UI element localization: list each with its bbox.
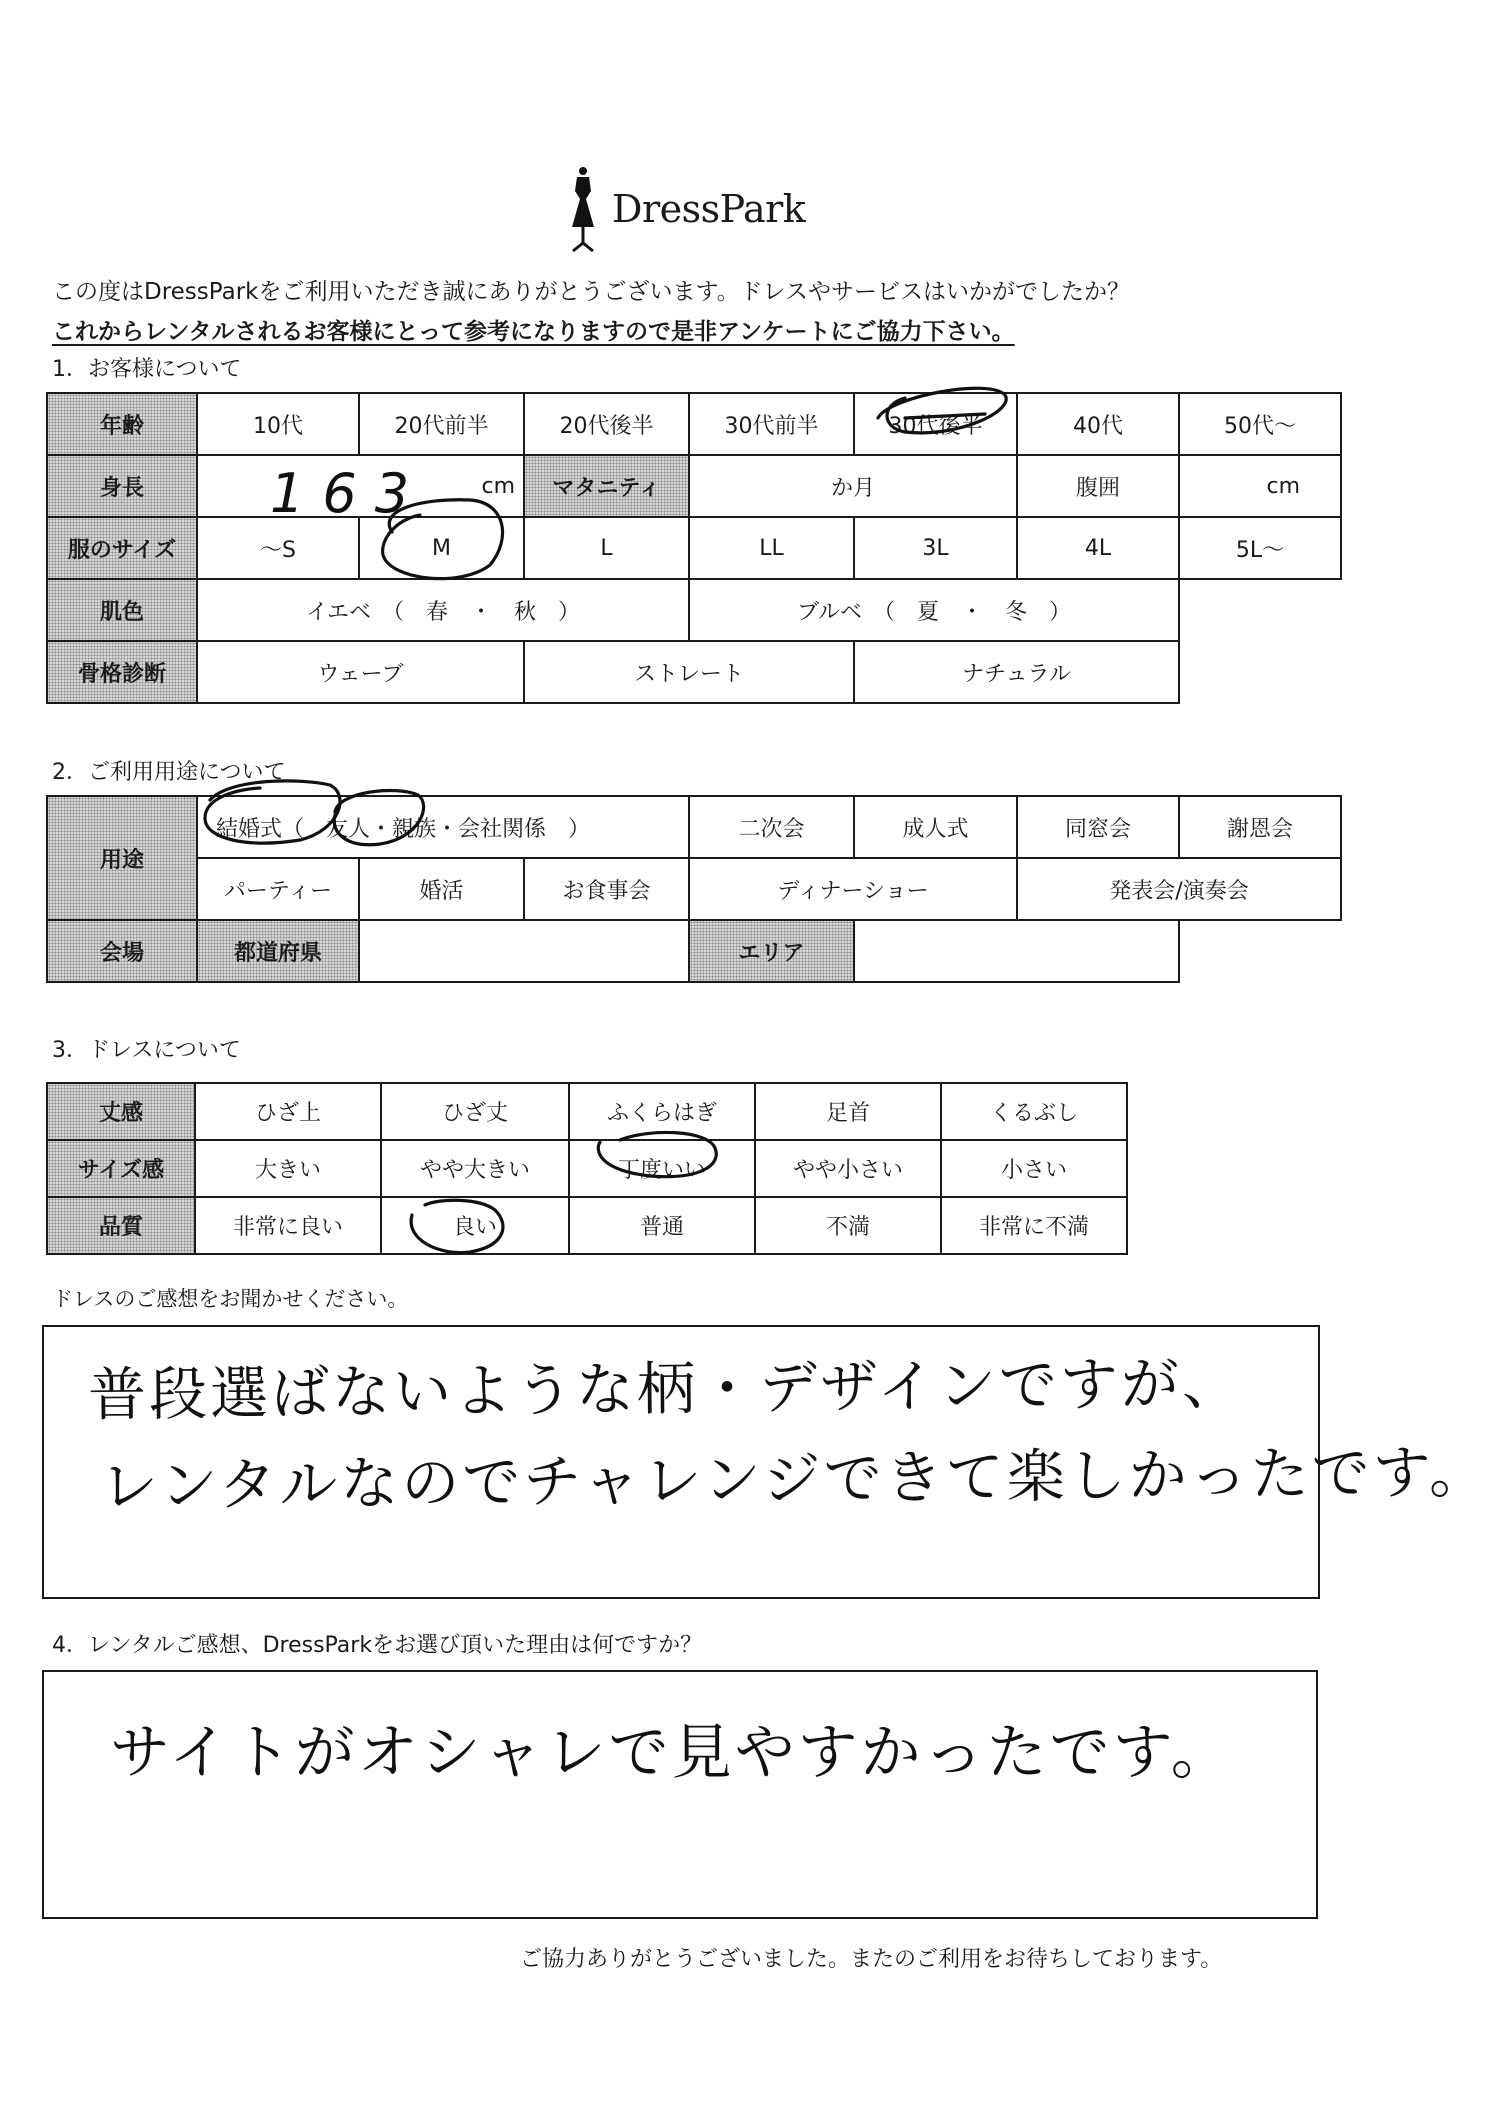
fit-option[interactable]: やや大きい [381,1140,569,1197]
prefecture-label: 都道府県 [197,920,359,982]
age-option[interactable]: 40代 [1017,393,1179,455]
length-label: 丈感 [47,1083,195,1140]
reason-answer-text: サイトがオシャレで見やすかったです。 [110,1718,1234,1788]
skin-yellow-option[interactable]: イエベ （ 春 ・ 秋 ） [197,579,689,641]
length-option[interactable]: 足首 [755,1083,941,1140]
age-row [47,393,1341,455]
quality-label: 品質 [47,1197,195,1254]
skin-label: 肌色 [47,579,197,641]
quality-option[interactable]: 非常に不満 [941,1197,1127,1254]
height-label: 身長 [47,455,197,517]
months-unit: か月 [830,475,875,501]
size-option[interactable]: 4L [1017,517,1179,579]
usage-table [46,795,1342,983]
quality-option[interactable]: 非常に良い [195,1197,381,1254]
fit-option[interactable]: 大きい [195,1140,381,1197]
waist-field[interactable] [1179,455,1341,517]
section3-title: 3．ドレスについて [52,1038,241,1063]
empty-cell [1179,920,1341,982]
dress-comment-prompt: ドレスのご感想をお聞かせください。 [52,1287,409,1311]
frame-option[interactable]: ストレート [524,641,854,703]
usage-option[interactable]: ディナーショー [689,858,1017,920]
fit-option[interactable]: やや小さい [755,1140,941,1197]
fit-option-selected[interactable]: 丁度いい [569,1140,755,1197]
usage-option[interactable]: 同窓会 [1017,796,1179,858]
size-option[interactable]: 3L [854,517,1017,579]
area-label: エリア [689,920,854,982]
empty-cell [1179,641,1341,703]
length-row [47,1083,1127,1140]
usage-row-1 [47,796,1341,858]
dress-comment-line-1: 普段選ばないような柄・デザインですが、 [87,1348,1244,1430]
length-option[interactable]: くるぶし [941,1083,1127,1140]
size-option-selected[interactable]: M [359,517,524,579]
length-option[interactable]: ひざ丈 [381,1083,569,1140]
length-option[interactable]: ひざ上 [195,1083,381,1140]
age-option[interactable]: 10代 [197,393,359,455]
fit-option[interactable]: 小さい [941,1140,1127,1197]
dress-form-icon [560,165,606,255]
frame-option[interactable]: ナチュラル [854,641,1179,703]
size-row [47,517,1341,579]
area-field[interactable] [854,920,1179,982]
age-label: 年齢 [47,393,197,455]
usage-option[interactable]: 発表会/演奏会 [1017,858,1341,920]
usage-row-2 [47,858,1341,920]
usage-option[interactable]: パーティー [197,858,359,920]
dress-comment-line-2: レンタルなのでチャレンジできて楽しかったです。 [99,1437,1491,1521]
usage-option[interactable]: 成人式 [854,796,1017,858]
customer-info-table [46,392,1342,704]
venue-row [47,920,1341,982]
prefecture-field[interactable] [359,920,689,982]
size-label: 服のサイズ [47,517,197,579]
age-option-selected[interactable]: 30代後半 [854,393,1017,455]
section2-title: 2．ご利用用途について [52,760,286,785]
age-option[interactable]: 20代前半 [359,393,524,455]
section4-title: 4．レンタルご感想、DressParkをお選び頂いた理由は何ですか？ [52,1633,703,1658]
age-option[interactable]: 20代後半 [524,393,689,455]
intro-text: この度はDressParkをご利用いただき誠にありがとうございます。ドレスやサービスはいかがでしたか？ [52,279,1130,305]
usage-option[interactable]: 婚活 [359,858,524,920]
closing-message: ご協力ありがとうございました。またのご利用をお待ちしております。 [520,1947,1223,1972]
size-option[interactable]: ～S [197,517,359,579]
age-option[interactable]: 30代前半 [689,393,854,455]
size-option[interactable]: L [524,517,689,579]
intro-request: これからレンタルされるお客様にとって参考になりますので是非アンケートにご協力下さい。 [52,319,1015,345]
height-unit: cm [481,473,515,499]
dress-table [46,1082,1128,1255]
logo-text: DressPark [612,187,806,231]
wedding-option[interactable]: 結婚式（ 友人・親族・会社関係 ） [197,796,689,858]
maternity-label: マタニティ [524,455,689,517]
waist-label: 腹囲 [1017,455,1179,517]
usage-option[interactable]: お食事会 [524,858,689,920]
length-option[interactable]: ふくらはぎ [569,1083,755,1140]
skin-row [47,579,1341,641]
skin-blue-option[interactable]: ブルベ （ 夏 ・ 冬 ） [689,579,1179,641]
empty-cell [1179,579,1341,641]
maternity-months-field[interactable] [689,455,1017,517]
quality-option[interactable]: 不満 [755,1197,941,1254]
height-row [47,455,1341,517]
handwritten-height: 163 [270,462,428,525]
fit-label: サイズ感 [47,1140,195,1197]
size-option[interactable]: LL [689,517,854,579]
quality-option-selected[interactable]: 良い [381,1197,569,1254]
venue-label: 会場 [47,920,197,982]
section1-title: 1．お客様について [52,357,242,382]
frame-option[interactable]: ウェーブ [197,641,524,703]
usage-option[interactable]: 謝恩会 [1179,796,1341,858]
quality-row [47,1197,1127,1254]
frame-row [47,641,1341,703]
waist-unit: cm [1266,473,1300,499]
dresspark-logo [560,165,820,255]
frame-label: 骨格診断 [47,641,197,703]
age-option[interactable]: 50代～ [1179,393,1341,455]
fit-row [47,1140,1127,1197]
size-option[interactable]: 5L～ [1179,517,1341,579]
purpose-label: 用途 [47,796,197,920]
quality-option[interactable]: 普通 [569,1197,755,1254]
usage-option[interactable]: 二次会 [689,796,854,858]
